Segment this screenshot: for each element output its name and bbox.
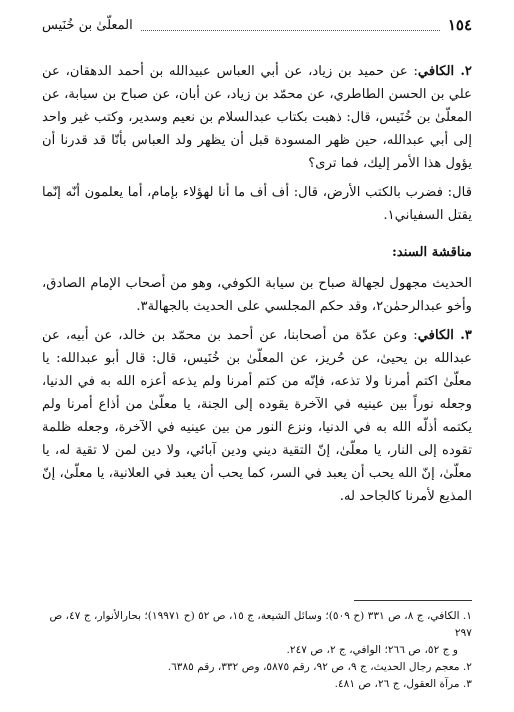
page-number: ١٥٤ [447,16,472,34]
hadith-3-label: ٣. الكافي [417,328,472,343]
sanad-discussion: الحديث مجهول لجهالة صباح بن سيابة الكوفي، وهو من أصحاب الإمام الصادق، وأخو عبدالرحمٰن٢، وقد حكم المجلسي على الحديث بالجهالة٣. [42,276,472,314]
hadith-3 [42,324,472,508]
footnotes [42,608,472,693]
section-heading: مناقشة السند: [391,245,472,260]
running-title: المعلّىٰ بن خُنَيس [42,17,133,33]
header-dotted-leader [141,29,440,31]
hadith-2-label: ٢. الكافي [417,64,472,79]
hadith-3-text: : وعن عدّة من أصحابنا، عن أحمد بن محمّد بن خالد، عن أبيه، عن عبدالله بن يحيىٰ، عن حُريز، عن المعلّىٰ بن خُنَيس، قال: قال أبو عبدالله: يا معلّىٰ اكتم أمرنا ولا تذعه، فإنّه من كتم أمرنا ولم يذعه أعزه الله به في الدنيا، وجعله نوراً بين عينيه في الآخرة يقوده إلى الجنة، يا معلّىٰ من أذاع أمرنا ولم يكتمه أذلّه الله به في الدنيا، ونزع النور من بين عينيه في الآخرة، وجعله ظلمة تقوده إلى النار، يا معلّىٰ، إنّ التقية ديني ودين آبائي، ولا دين لمن لا تقية له، يا معلّىٰ، إنّ الله يحب أن يعبد في السر، كما يحب أن يعبد في العلانية، يا معلّىٰ، إنّ المذيع لأمرنا كالجاحد له. [42,328,472,504]
hadith-2 [42,60,472,175]
footnote-divider [354,600,472,601]
hadith-2-continuation: قال: فضرب بالكتب الأرض، قال: أف أف ما أنا لهؤلاء بإمام، أما يعلمون أنّه إنّما يقتل السفياني١. [42,185,472,223]
footnote-3: ٣. مرآة العقول، ج ٢٦، ص ٤٨١. [334,678,472,690]
footnote-1-continued: و ج ٥٢، ص ٢٦٦؛ الوافي، ج ٢، ص ٢٤٧. [286,644,458,656]
main-text [42,60,472,514]
footnote-2: ٢. معجم رجال الحديث، ج ٩، ص ٩٢، رقم ٥٨٧٥، وص ٣٣٢، رقم ٦٣٨٥. [167,661,472,673]
page-header [42,14,472,36]
footnote-1: ١. الكافي، ج ٨، ص ٣٣١ (ح ٥٠٩)؛ وسائل الشيعة، ج ١٥، ص ٥٢ (ح ١٩٩٧١)؛ بحارالأنوار، ج ٤٧، ص ٢٩٧ [49,610,472,639]
hadith-2-text: : عن حميد بن زياد، عن أبي العباس عبيدالله بن أحمد الدهقان، عن علي بن الحسن الطاطري، عن محمّد بن زياد، عن أبان، عن صباح بن سيابة، عن المعلّىٰ بن خُنَيس، قال: ذهبت بكتاب عبدالسلام بن نعيم وسدير، وكتب غير واحد إلى أبي عبدالله، حين ظهر المسودة قبل أن يظهر ولد العباس بأنّا قد قدرنا أن يؤول هذا الأمر إليك، فما ترى؟ [42,64,472,171]
